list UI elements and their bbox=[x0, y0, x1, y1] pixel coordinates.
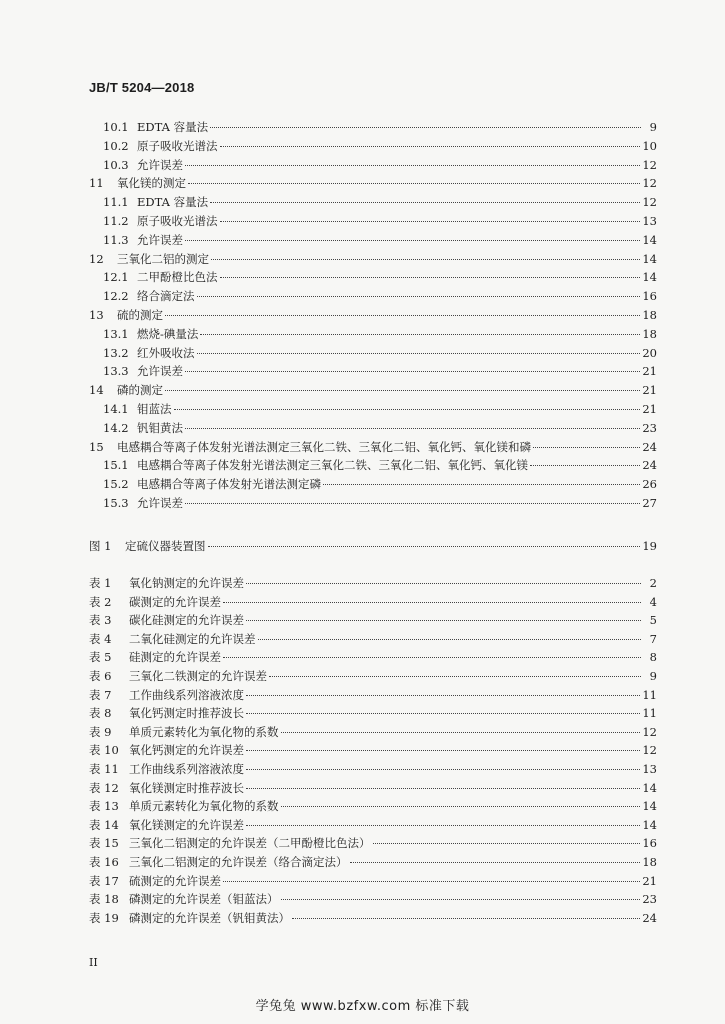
toc-entry[interactable] bbox=[103, 288, 657, 304]
dot-leader bbox=[258, 639, 642, 640]
toc-entry-number: 11.3 bbox=[103, 232, 129, 247]
dot-leader bbox=[281, 806, 641, 807]
toc-entry-page: 2 bbox=[649, 576, 657, 590]
toc-entry-title: 电感耦合等离子体发射光谱法测定三氧化二铁、三氧化二铝、氧化钙、氧化镁 bbox=[137, 458, 528, 473]
toc-entry[interactable] bbox=[89, 873, 657, 889]
dot-leader bbox=[281, 899, 641, 900]
toc-entry-number: 表 17 bbox=[89, 873, 119, 888]
toc-entry-number: 13.2 bbox=[103, 345, 129, 360]
toc-entry-number: 13 bbox=[89, 308, 104, 322]
dot-leader bbox=[246, 620, 641, 621]
toc-entry-page: 14 bbox=[642, 799, 657, 814]
toc-entry-title: 工作曲线系列溶液浓度 bbox=[129, 687, 244, 702]
toc-entry-number: 表 4 bbox=[89, 631, 112, 646]
toc-entry-page: 21 bbox=[642, 402, 657, 416]
footer-watermark: 学兔兔 www.bzfxw.com 标准下载 bbox=[255, 999, 470, 1014]
toc-entry-page: 14 bbox=[642, 251, 657, 266]
toc-entry-title: 燃烧-碘量法 bbox=[137, 326, 199, 341]
toc-entry-page: 18 bbox=[642, 855, 657, 869]
page-number: II bbox=[89, 956, 98, 969]
dot-leader bbox=[188, 183, 640, 184]
toc-entry-page: 14 bbox=[642, 232, 657, 247]
toc-entry[interactable] bbox=[103, 420, 657, 436]
toc-entry-number: 表 1 bbox=[89, 576, 112, 590]
toc-entry-page: 12 bbox=[642, 724, 657, 739]
dot-leader bbox=[246, 750, 640, 751]
toc-entry-title: 络合滴定法 bbox=[137, 289, 195, 304]
toc-entry-title: 钒钼黄法 bbox=[137, 420, 183, 435]
toc-entry[interactable] bbox=[89, 817, 657, 833]
toc-entry-title: 三氧化二铝的测定 bbox=[117, 251, 209, 266]
toc-entry-page: 19 bbox=[642, 539, 657, 553]
dot-leader bbox=[220, 146, 641, 147]
toc-entry-page: 26 bbox=[642, 477, 657, 492]
toc-entry-page: 10 bbox=[642, 138, 657, 153]
toc-entry-number: 表 14 bbox=[89, 817, 119, 832]
toc-entry-page: 27 bbox=[642, 496, 657, 510]
toc-entry-number: 10.1 bbox=[103, 120, 129, 134]
toc-entry-title: 单质元素转化为氧化物的系数 bbox=[129, 724, 279, 739]
toc-entry-page: 9 bbox=[649, 120, 657, 134]
toc-entry-title: 二氧化硅测定的允许误差 bbox=[129, 631, 256, 646]
toc-entry-number: 表 19 bbox=[89, 910, 119, 925]
toc-entry[interactable] bbox=[89, 668, 657, 684]
dot-leader bbox=[530, 465, 640, 466]
dot-leader bbox=[185, 371, 640, 372]
toc-entry-page: 11 bbox=[642, 687, 657, 702]
toc-entry-page: 24 bbox=[642, 458, 657, 473]
toc-entry-number: 表 2 bbox=[89, 594, 112, 609]
toc-entry-title: 允许误差 bbox=[137, 496, 183, 510]
toc-entry-number: 11.1 bbox=[103, 195, 129, 210]
document-id-header: JB/T 5204—2018 bbox=[89, 80, 195, 95]
toc-entry-title: 碳测定的允许误差 bbox=[129, 594, 221, 609]
toc-entry-page: 7 bbox=[649, 631, 657, 646]
toc-entry[interactable] bbox=[103, 269, 657, 285]
toc-entry-page: 14 bbox=[642, 817, 657, 832]
toc-entry-page: 13 bbox=[642, 762, 657, 776]
dot-leader bbox=[185, 503, 640, 504]
dot-leader bbox=[269, 676, 641, 677]
toc-entry-number: 14.2 bbox=[103, 420, 129, 435]
dot-leader bbox=[185, 240, 640, 241]
dot-leader bbox=[246, 713, 640, 714]
toc-entry[interactable] bbox=[103, 138, 657, 154]
toc-entry-number: 15.3 bbox=[103, 496, 129, 510]
toc-entry[interactable] bbox=[89, 761, 657, 777]
toc-entry-number: 13.1 bbox=[103, 326, 129, 341]
toc-entry-number: 12.1 bbox=[103, 270, 129, 285]
toc-entry[interactable] bbox=[89, 742, 657, 758]
dot-leader bbox=[292, 918, 640, 919]
toc-entry-title: 原子吸收光谱法 bbox=[137, 138, 218, 153]
toc-entry[interactable] bbox=[89, 251, 657, 267]
toc-entry[interactable] bbox=[103, 363, 657, 379]
toc-entry-title: 氧化钙测定的允许误差 bbox=[129, 743, 244, 758]
toc-entry[interactable] bbox=[89, 910, 657, 926]
toc-entry[interactable] bbox=[103, 157, 657, 173]
toc-entry-page: 23 bbox=[642, 420, 657, 435]
toc-entry-number: 15.1 bbox=[103, 458, 129, 473]
toc-entry-number: 表 9 bbox=[89, 724, 112, 739]
toc-entry-page: 4 bbox=[649, 594, 657, 609]
dot-leader bbox=[246, 583, 641, 584]
toc-entry-number: 11 bbox=[89, 176, 104, 191]
toc-entry-page: 5 bbox=[649, 613, 657, 628]
dot-leader bbox=[323, 484, 640, 485]
toc-entry-title: 允许误差 bbox=[137, 364, 183, 379]
toc-entry-page: 20 bbox=[642, 345, 657, 360]
toc-entry[interactable] bbox=[103, 495, 657, 511]
toc-entry[interactable] bbox=[89, 439, 657, 455]
toc-entry-title: 原子吸收光谱法 bbox=[137, 214, 218, 228]
toc-entry-page: 21 bbox=[642, 383, 657, 398]
dot-leader bbox=[220, 277, 641, 278]
toc-entry-number: 表 10 bbox=[89, 743, 119, 758]
toc-entry[interactable] bbox=[89, 705, 657, 721]
toc-entry[interactable] bbox=[89, 780, 657, 796]
dot-leader bbox=[350, 862, 641, 863]
toc-entry[interactable] bbox=[89, 649, 657, 665]
toc-entry[interactable] bbox=[89, 382, 657, 398]
toc-entry-title: 定硫仪器装置图 bbox=[125, 539, 206, 553]
toc-entry-title: 工作曲线系列溶液浓度 bbox=[129, 762, 244, 776]
toc-entry-number: 表 16 bbox=[89, 855, 119, 869]
toc-entry-number: 图 1 bbox=[89, 539, 112, 553]
toc-entry[interactable] bbox=[89, 594, 657, 610]
toc-entry-title: 三氧化二铝测定的允许误差（二甲酚橙比色法） bbox=[129, 836, 371, 851]
dot-leader bbox=[373, 843, 641, 844]
toc-entry-number: 12 bbox=[89, 251, 104, 266]
toc-entry-title: 磷测定的允许误差（钒钼黄法） bbox=[129, 910, 290, 925]
toc-entry-title: 二甲酚橙比色法 bbox=[137, 270, 218, 285]
toc-entry[interactable] bbox=[89, 612, 657, 628]
toc-entry-number: 14 bbox=[89, 383, 104, 398]
toc-entry-page: 13 bbox=[642, 214, 657, 228]
toc-entry-title: 电感耦合等离子体发射光谱法测定磷 bbox=[137, 477, 321, 492]
toc-entry[interactable] bbox=[103, 457, 657, 473]
toc-entry-title: 氧化钙测定时推荐波长 bbox=[129, 706, 244, 721]
toc-entry-number: 12.2 bbox=[103, 289, 129, 304]
toc-entry-title: 电感耦合等离子体发射光谱法测定三氧化二铁、三氧化二铝、氧化钙、氧化镁和磷 bbox=[117, 439, 531, 454]
dot-leader bbox=[165, 315, 640, 316]
dot-leader bbox=[200, 334, 640, 335]
dot-leader bbox=[197, 353, 641, 354]
toc-entry[interactable] bbox=[103, 476, 657, 492]
dot-leader bbox=[223, 657, 641, 658]
toc-entry[interactable] bbox=[89, 631, 657, 647]
toc-entry-number: 表 11 bbox=[89, 762, 119, 776]
toc-entry-page: 12 bbox=[642, 157, 657, 172]
toc-entry-number: 15 bbox=[89, 439, 104, 454]
dot-leader bbox=[246, 769, 640, 770]
toc-entry-page: 16 bbox=[642, 289, 657, 304]
toc-entry-title: 硅测定的允许误差 bbox=[129, 650, 221, 665]
toc-entry[interactable] bbox=[103, 194, 657, 210]
toc-entry-title: 允许误差 bbox=[137, 157, 183, 172]
dot-leader bbox=[220, 221, 641, 222]
toc-entry-page: 18 bbox=[642, 326, 657, 341]
toc-entry-title: 氧化镁测定时推荐波长 bbox=[129, 780, 244, 795]
toc-entry-page: 8 bbox=[649, 650, 657, 665]
toc-entry[interactable] bbox=[103, 232, 657, 248]
toc-entry-number: 表 18 bbox=[89, 892, 119, 907]
toc-entry-page: 12 bbox=[642, 743, 657, 758]
toc-entry-title: 红外吸收法 bbox=[137, 345, 195, 360]
toc-entry-page: 12 bbox=[642, 195, 657, 210]
toc-entry[interactable] bbox=[103, 401, 657, 417]
toc-entry[interactable] bbox=[89, 175, 657, 191]
toc-entry-number: 表 7 bbox=[89, 687, 112, 702]
toc-entry-number: 15.2 bbox=[103, 477, 129, 492]
toc-entry-page: 23 bbox=[642, 892, 657, 907]
dot-leader bbox=[223, 602, 641, 603]
toc-entry-title: 磷测定的允许误差（钼蓝法） bbox=[129, 892, 279, 907]
toc-entry[interactable] bbox=[89, 835, 657, 851]
toc-entry[interactable] bbox=[89, 854, 657, 870]
toc-entry-title: 氧化钠测定的允许误差 bbox=[129, 576, 244, 590]
toc-entry-page: 12 bbox=[642, 176, 657, 191]
toc-entry-title: 三氧化二铁测定的允许误差 bbox=[129, 669, 267, 683]
toc-entry-number: 表 8 bbox=[89, 706, 112, 721]
toc-entry-page: 14 bbox=[642, 270, 657, 285]
toc-entry-title: 碳化硅测定的允许误差 bbox=[129, 613, 244, 628]
toc-entry-number: 表 13 bbox=[89, 799, 119, 814]
toc-entry-title: 允许误差 bbox=[137, 232, 183, 247]
toc-entry-number: 表 12 bbox=[89, 780, 119, 795]
toc-entry-number: 10.3 bbox=[103, 157, 129, 172]
toc-entry-page: 16 bbox=[642, 836, 657, 851]
dot-leader bbox=[210, 127, 641, 128]
dot-leader bbox=[165, 390, 640, 391]
toc-entry-title: EDTA 容量法 bbox=[137, 195, 209, 210]
toc-entry-title: 单质元素转化为氧化物的系数 bbox=[129, 799, 279, 814]
toc-entry[interactable] bbox=[103, 345, 657, 361]
toc-entry-page: 24 bbox=[642, 910, 657, 925]
dot-leader bbox=[246, 825, 640, 826]
toc-entry[interactable] bbox=[89, 575, 657, 591]
dot-leader bbox=[533, 447, 640, 448]
toc-entry-title: 三氧化二铝测定的允许误差（络合滴定法） bbox=[129, 855, 348, 869]
toc-entry[interactable] bbox=[89, 307, 657, 323]
toc-entry[interactable] bbox=[89, 687, 657, 703]
toc-entry-page: 21 bbox=[642, 873, 657, 888]
toc-entry-title: 氧化镁的测定 bbox=[117, 176, 186, 191]
dot-leader bbox=[223, 881, 640, 882]
toc-entry-page: 11 bbox=[642, 706, 657, 721]
toc-entry-title: 钼蓝法 bbox=[137, 402, 172, 416]
dot-leader bbox=[185, 165, 640, 166]
dot-leader bbox=[174, 409, 641, 410]
toc-entry[interactable] bbox=[89, 798, 657, 814]
toc-entry[interactable] bbox=[89, 538, 657, 554]
dot-leader bbox=[197, 296, 641, 297]
toc-entry-page: 21 bbox=[642, 364, 657, 379]
dot-leader bbox=[246, 788, 640, 789]
toc-entry-number: 表 5 bbox=[89, 650, 112, 665]
dot-leader bbox=[185, 428, 640, 429]
dot-leader bbox=[246, 695, 640, 696]
toc-entry-number: 表 6 bbox=[89, 669, 112, 683]
toc-entry-number: 11.2 bbox=[103, 214, 129, 228]
dot-leader bbox=[208, 546, 641, 547]
toc-entry-title: 磷的测定 bbox=[117, 383, 163, 398]
toc-entry-number: 14.1 bbox=[103, 402, 129, 416]
toc-entry-number: 10.2 bbox=[103, 138, 129, 153]
toc-entry[interactable] bbox=[103, 119, 657, 135]
toc-entry-page: 18 bbox=[642, 308, 657, 322]
dot-leader bbox=[281, 732, 641, 733]
dot-leader bbox=[211, 259, 640, 260]
toc-entry-number: 13.3 bbox=[103, 364, 129, 379]
toc-entry[interactable] bbox=[103, 213, 657, 229]
toc-entry-number: 表 3 bbox=[89, 613, 112, 628]
toc-entry[interactable] bbox=[89, 724, 657, 740]
toc-entry-title: 硫测定的允许误差 bbox=[129, 873, 221, 888]
toc-entry-title: 硫的测定 bbox=[117, 308, 163, 322]
toc-entry-title: 氧化镁测定的允许误差 bbox=[129, 817, 244, 832]
toc-entry-page: 14 bbox=[642, 780, 657, 795]
toc-entry[interactable] bbox=[89, 891, 657, 907]
toc-entry-number: 表 15 bbox=[89, 836, 119, 851]
toc-entry-page: 24 bbox=[642, 439, 657, 454]
toc-entry[interactable] bbox=[103, 326, 657, 342]
toc-entry-page: 9 bbox=[649, 669, 657, 683]
toc-entry-title: EDTA 容量法 bbox=[137, 120, 209, 134]
dot-leader bbox=[210, 202, 640, 203]
